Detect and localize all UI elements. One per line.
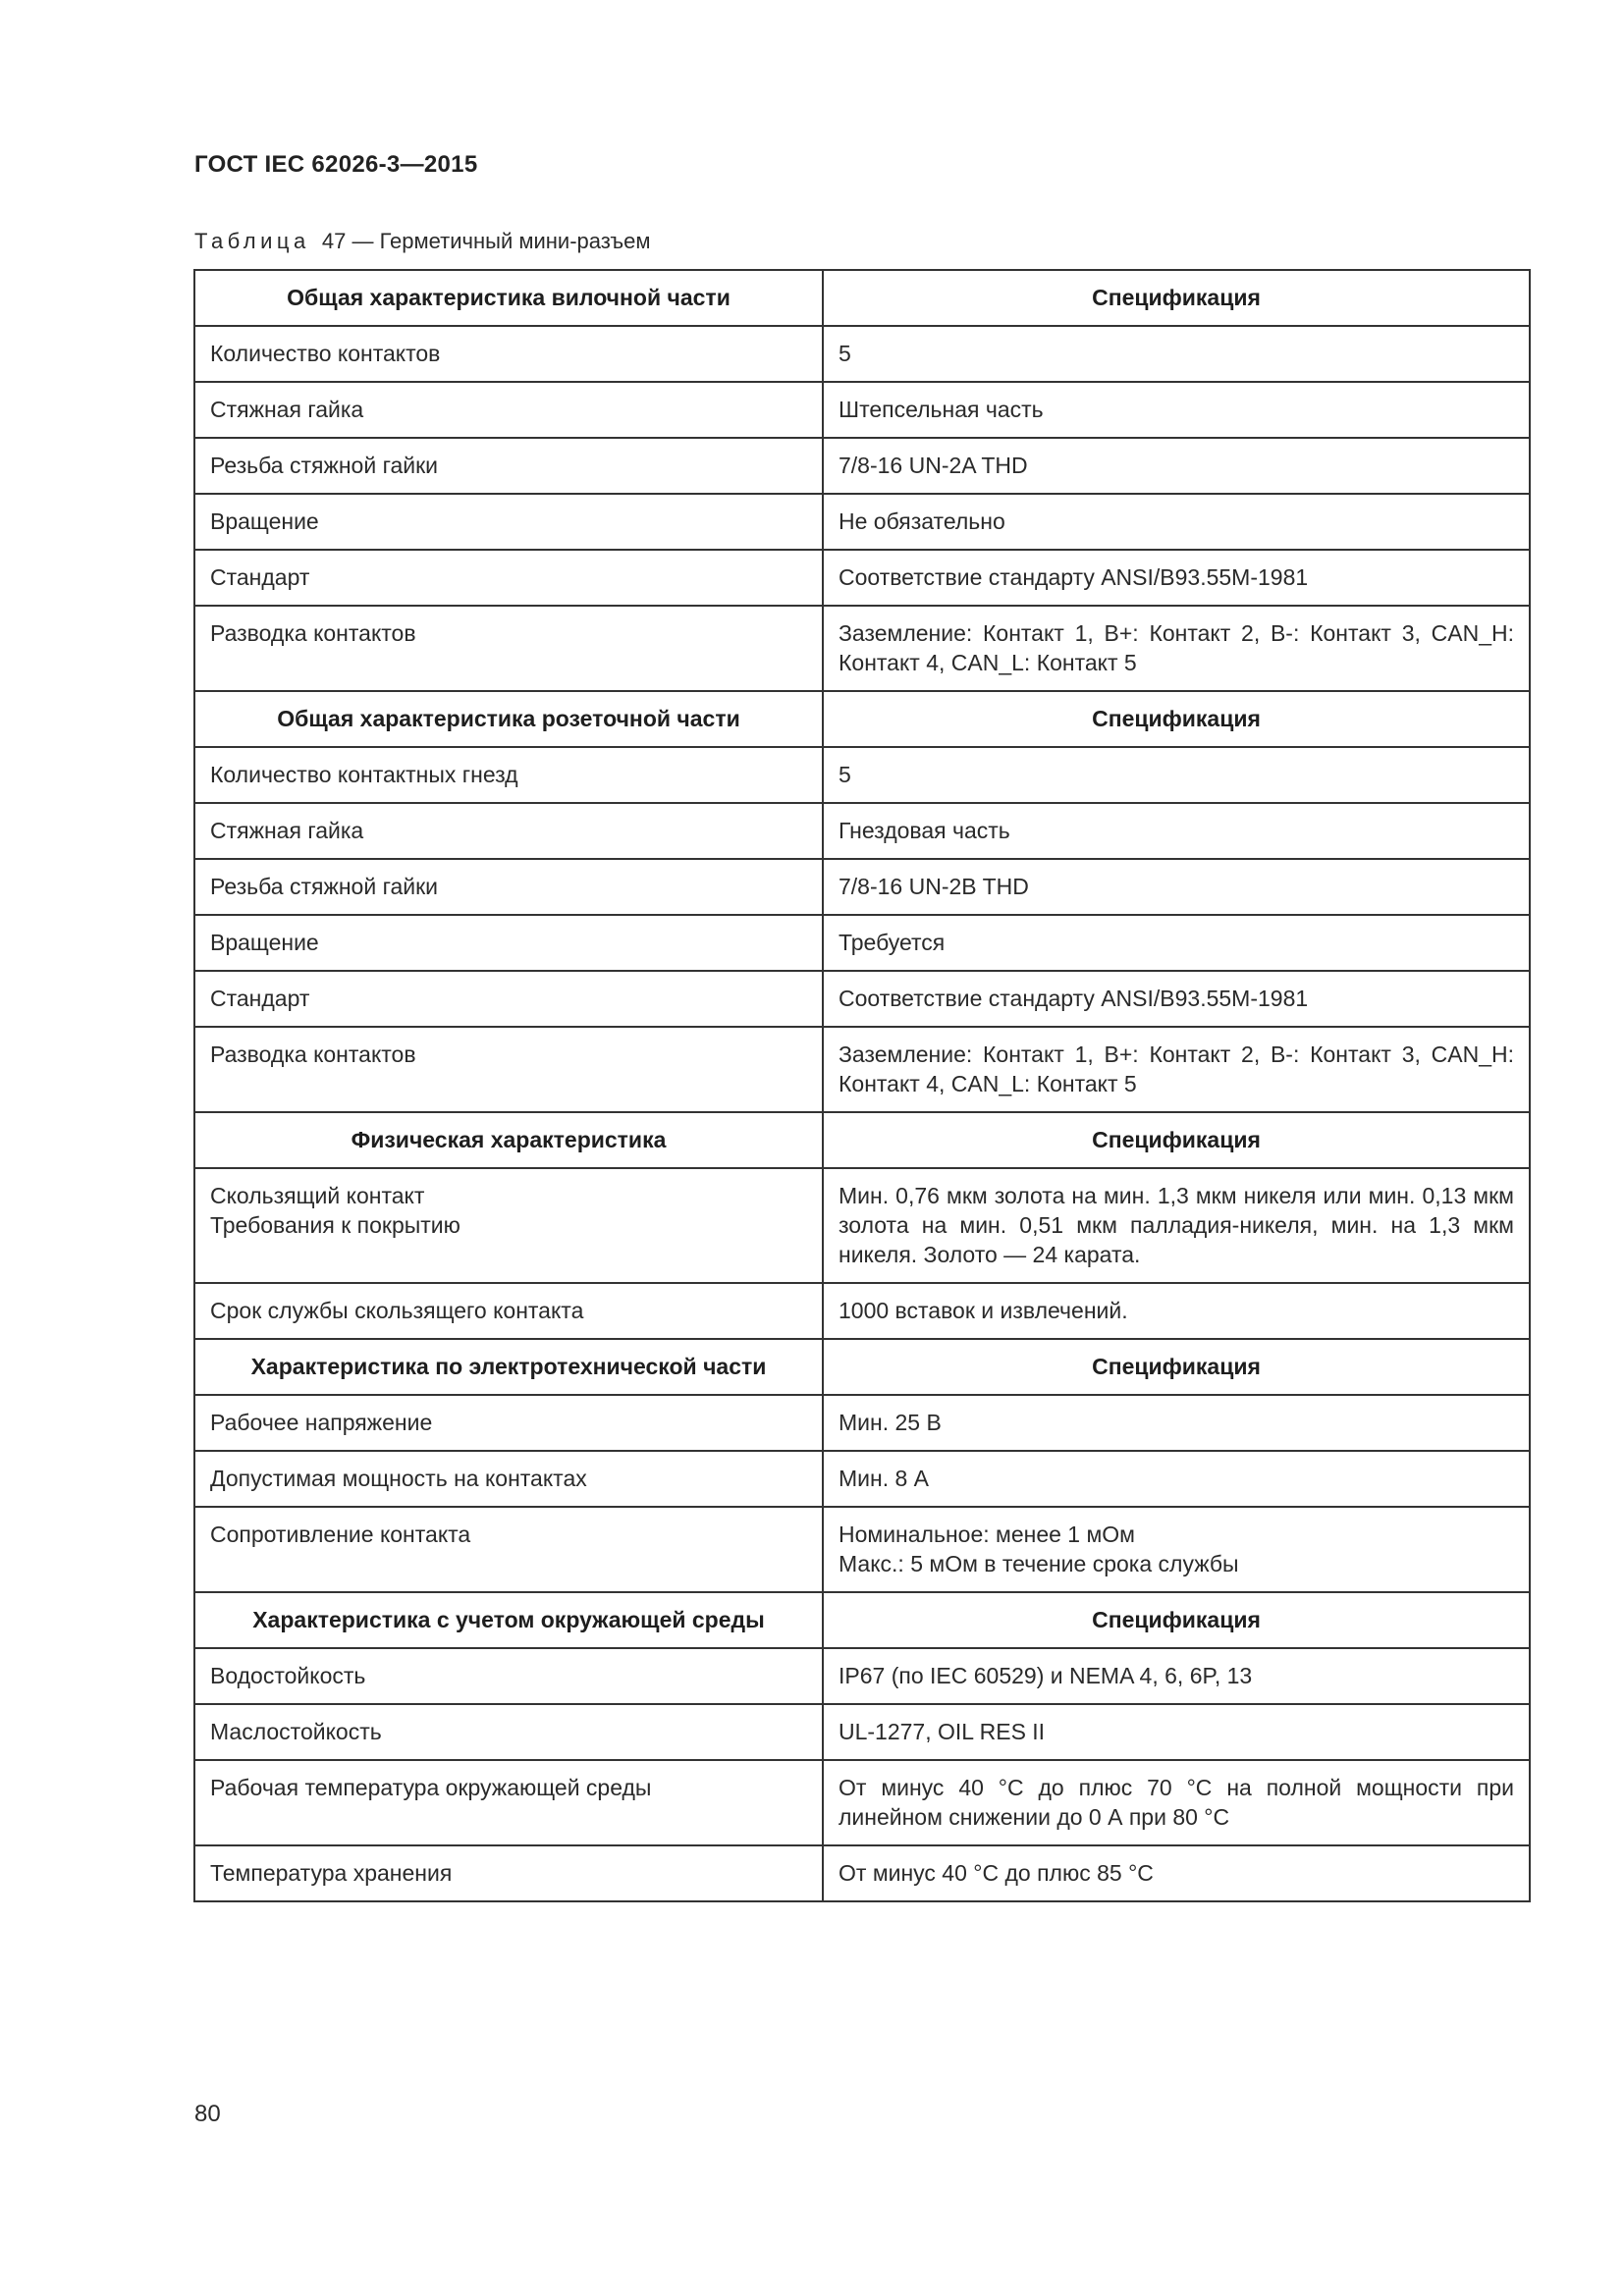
specification-text: От минус 40 °С до плюс 70 °С на полной мощности при линейном снижении до 0 А при 80 °С — [839, 1775, 1514, 1830]
section-spec-label: Спецификация — [823, 1592, 1530, 1648]
parameter-cell — [194, 1760, 823, 1845]
page-number: 80 — [194, 2101, 221, 2127]
parameter-cell — [194, 803, 823, 859]
parameter-cell — [194, 1704, 823, 1760]
specification-cell — [823, 1395, 1530, 1451]
specification-cell — [823, 971, 1530, 1027]
section-title: Общая характеристика вилочной части — [194, 270, 823, 326]
table-row — [194, 494, 1530, 550]
table-row — [194, 1283, 1530, 1339]
specification-text: Номинальное: менее 1 мОм — [839, 1522, 1135, 1547]
parameter-cell — [194, 1648, 823, 1704]
table-row — [194, 803, 1530, 859]
table-caption — [194, 229, 650, 254]
table-row — [194, 971, 1530, 1027]
specification-cell — [823, 438, 1530, 494]
parameter-cell — [194, 1507, 823, 1592]
table-row — [194, 1704, 1530, 1760]
parameter-text: Водостойкость — [210, 1663, 366, 1688]
parameter-cell — [194, 326, 823, 382]
parameter-text: Стяжная гайка — [210, 818, 364, 843]
table-row — [194, 915, 1530, 971]
specification-text: Мин. 0,76 мкм золота на мин. 1,3 мкм никеля или мин. 0,13 мкм золота на мин. 0,51 мкм палладия-никеля, мин. на 1,3 мкм никеля. Золото — 24 карата. — [839, 1183, 1514, 1267]
parameter-text: Допустимая мощность на контактах — [210, 1466, 587, 1491]
specification-cell — [823, 747, 1530, 803]
specification-cell — [823, 1027, 1530, 1112]
parameter-cell — [194, 1395, 823, 1451]
parameter-cell — [194, 550, 823, 606]
table-row — [194, 1451, 1530, 1507]
specification-cell — [823, 1648, 1530, 1704]
section-spec-label: Спецификация — [823, 1339, 1530, 1395]
parameter-text: Сопротивление контакта — [210, 1522, 471, 1547]
specification-text: Требуется — [839, 930, 946, 955]
parameter-text: Количество контактов — [210, 341, 441, 366]
specification-cell — [823, 915, 1530, 971]
table-row — [194, 1648, 1530, 1704]
section-spec-label: Спецификация — [823, 1112, 1530, 1168]
specification-cell — [823, 1168, 1530, 1283]
table-row — [194, 1027, 1530, 1112]
specification-text: UL-1277, OIL RES II — [839, 1719, 1046, 1744]
parameter-text: Стандарт — [210, 564, 310, 590]
parameter-cell — [194, 382, 823, 438]
table-caption-title: — Герметичный мини-разъем — [352, 229, 651, 253]
specification-text: Макс.: 5 мОм в течение срока службы — [839, 1551, 1239, 1576]
specification-text: Соответствие стандарту ANSI/B93.55M-1981 — [839, 564, 1309, 590]
section-header-row — [194, 1339, 1530, 1395]
parameter-cell — [194, 1845, 823, 1901]
specification-cell — [823, 550, 1530, 606]
parameter-cell — [194, 438, 823, 494]
document-header: ГОСТ IEC 62026-3—2015 — [194, 151, 478, 178]
parameter-text: Резьба стяжной гайки — [210, 453, 439, 478]
table-row — [194, 1845, 1530, 1901]
specification-table — [193, 269, 1531, 1902]
specification-table-body — [194, 270, 1530, 1901]
specification-cell — [823, 382, 1530, 438]
table-row — [194, 606, 1530, 691]
parameter-text: Скользящий контакт — [210, 1183, 425, 1208]
specification-text: 1000 вставок и извлечений. — [839, 1298, 1128, 1323]
specification-text: 5 — [839, 341, 851, 366]
parameter-text: Стандарт — [210, 986, 310, 1011]
parameter-text: Температура хранения — [210, 1860, 453, 1886]
table-row — [194, 1507, 1530, 1592]
section-title: Физическая характеристика — [194, 1112, 823, 1168]
parameter-text: Срок службы скользящего контакта — [210, 1298, 584, 1323]
parameter-text: Резьба стяжной гайки — [210, 874, 439, 899]
parameter-text: Количество контактных гнезд — [210, 762, 518, 787]
parameter-cell — [194, 859, 823, 915]
specification-text: IP67 (по IEC 60529) и NEMA 4, 6, 6P, 13 — [839, 1663, 1253, 1688]
parameter-cell — [194, 747, 823, 803]
parameter-text: Вращение — [210, 508, 319, 534]
parameter-cell — [194, 915, 823, 971]
table-row — [194, 1395, 1530, 1451]
parameter-text: Требования к покрытию — [210, 1212, 460, 1238]
specification-cell — [823, 859, 1530, 915]
specification-text: 7/8-16 UN-2A THD — [839, 453, 1028, 478]
specification-cell — [823, 606, 1530, 691]
table-row — [194, 438, 1530, 494]
specification-text: 7/8-16 UN-2B THD — [839, 874, 1029, 899]
section-header-row — [194, 270, 1530, 326]
specification-cell — [823, 1704, 1530, 1760]
parameter-cell — [194, 1027, 823, 1112]
parameter-text: Рабочая температура окружающей среды — [210, 1775, 652, 1800]
section-header-row — [194, 1112, 1530, 1168]
parameter-text: Разводка контактов — [210, 620, 416, 646]
specification-cell — [823, 803, 1530, 859]
table-row — [194, 747, 1530, 803]
section-spec-label: Спецификация — [823, 691, 1530, 747]
specification-text: 5 — [839, 762, 851, 787]
parameter-cell — [194, 606, 823, 691]
specification-cell — [823, 1507, 1530, 1592]
section-title: Характеристика с учетом окружающей среды — [194, 1592, 823, 1648]
section-title: Характеристика по электротехнической части — [194, 1339, 823, 1395]
specification-cell — [823, 1451, 1530, 1507]
parameter-cell — [194, 494, 823, 550]
table-row — [194, 550, 1530, 606]
table-row — [194, 1760, 1530, 1845]
specification-cell — [823, 494, 1530, 550]
section-spec-label: Спецификация — [823, 270, 1530, 326]
specification-text: Мин. 8 А — [839, 1466, 930, 1491]
specification-text: Соответствие стандарту ANSI/B93.55M-1981 — [839, 986, 1309, 1011]
section-header-row — [194, 1592, 1530, 1648]
parameter-text: Маслостойкость — [210, 1719, 382, 1744]
specification-cell — [823, 326, 1530, 382]
section-title: Общая характеристика розеточной части — [194, 691, 823, 747]
table-row — [194, 326, 1530, 382]
specification-text: Гнездовая часть — [839, 818, 1010, 843]
table-row — [194, 1168, 1530, 1283]
table-caption-label: Таблица — [194, 229, 310, 253]
specification-text: От минус 40 °С до плюс 85 °С — [839, 1860, 1154, 1886]
parameter-cell — [194, 1168, 823, 1283]
parameter-text: Стяжная гайка — [210, 397, 364, 422]
specification-text: Мин. 25 В — [839, 1410, 942, 1435]
parameter-text: Рабочее напряжение — [210, 1410, 433, 1435]
parameter-text: Вращение — [210, 930, 319, 955]
specification-cell — [823, 1845, 1530, 1901]
table-caption-number: 47 — [321, 229, 347, 253]
specification-cell — [823, 1760, 1530, 1845]
parameter-cell — [194, 1451, 823, 1507]
table-row — [194, 859, 1530, 915]
parameter-text: Разводка контактов — [210, 1041, 416, 1067]
specification-text: Заземление: Контакт 1, B+: Контакт 2, B-: Контакт 3, CAN_H: Контакт 4, CAN_L: Контакт 5 — [839, 620, 1514, 675]
specification-text: Заземление: Контакт 1, B+: Контакт 2, B-: Контакт 3, CAN_H: Контакт 4, CAN_L: Контакт 5 — [839, 1041, 1514, 1096]
parameter-cell — [194, 1283, 823, 1339]
section-header-row — [194, 691, 1530, 747]
specification-cell — [823, 1283, 1530, 1339]
specification-text: Штепсельная часть — [839, 397, 1044, 422]
table-row — [194, 382, 1530, 438]
specification-text: Не обязательно — [839, 508, 1005, 534]
parameter-cell — [194, 971, 823, 1027]
